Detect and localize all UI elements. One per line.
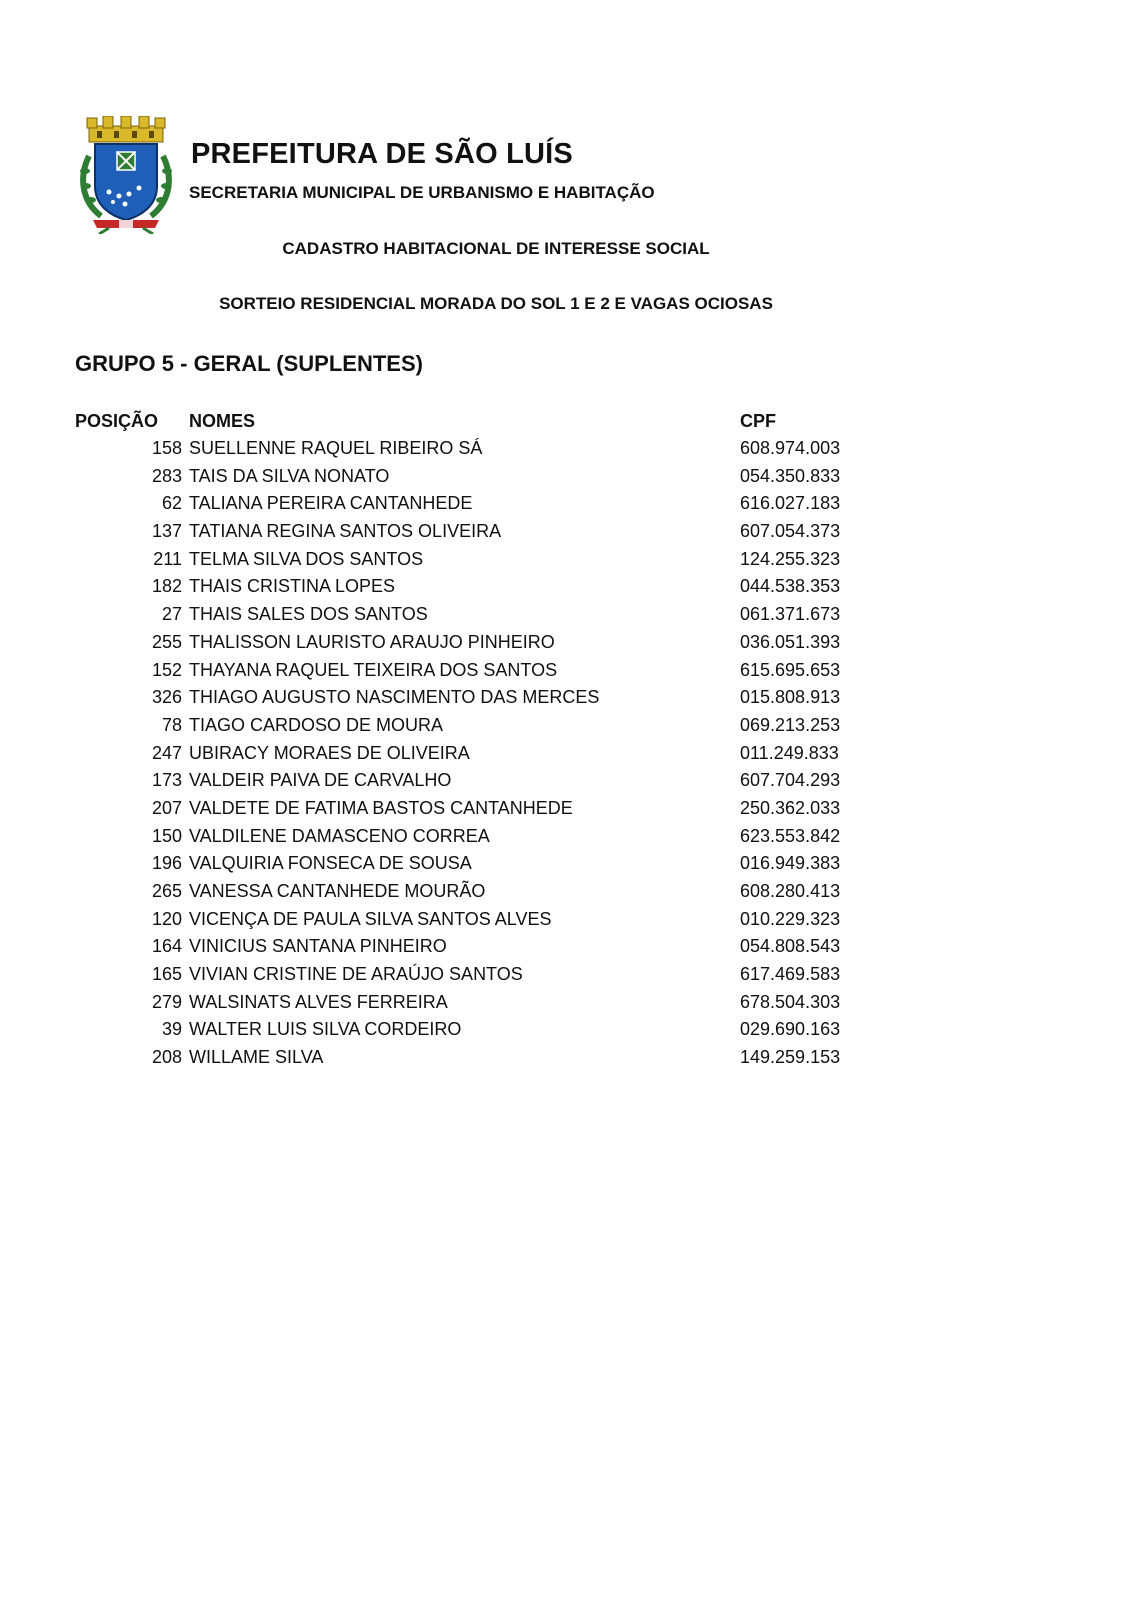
row-cpf: 250.362.033 [740,797,841,818]
row-position: 207 [151,797,182,818]
table-row [0,520,1131,548]
row-cpf: 061.371.673 [740,604,841,625]
row-cpf: 608.280.413 [740,881,841,901]
org-title: PREFEITURA DE SÃO LUÍS [191,138,573,170]
row-position: 255 [151,631,182,652]
table-row [0,991,1131,1019]
row-cpf: 617.469.583 [740,964,841,985]
row-cpf: 124.255.323 [740,548,841,569]
row-name: TIAGO CARDOSO DE MOURA [189,714,444,735]
document-title: CADASTRO HABITACIONAL DE INTERESSE SOCIAL [282,239,710,258]
row-position: 208 [151,1047,182,1068]
group-heading: GRUPO 5 - GERAL (SUPLENTES) [75,351,423,376]
table-row [0,742,1131,770]
row-position: 211 [153,548,182,569]
row-cpf: 016.949.383 [740,853,841,874]
row-name: TAIS DA SILVA NONATO [189,465,390,486]
row-name: TATIANA REGINA SANTOS OLIVEIRA [189,521,502,542]
row-position: 279 [151,991,182,1012]
row-name: UBIRACY MORAES DE OLIVEIRA [189,742,470,763]
row-name: VICENÇA DE PAULA SILVA SANTOS ALVES [189,908,552,929]
row-position: 182 [151,576,182,597]
table-row [0,603,1131,631]
row-cpf: 623.553.842 [740,825,841,846]
table-row [0,659,1131,687]
row-name: VINICIUS SANTANA PINHEIRO [189,936,447,957]
header-cpf: CPF [740,411,776,431]
table-row [0,880,1131,908]
row-position: 39 [161,1019,182,1040]
row-position: 173 [151,770,182,791]
row-position: 150 [151,825,182,846]
row-cpf: 010.229.323 [740,908,841,929]
row-cpf: 607.704.293 [740,770,841,791]
row-position: 326 [151,687,182,708]
header-position: POSIÇÃO [75,411,159,431]
row-position: 137 [151,521,182,542]
results-table [0,410,1131,1074]
row-name: VALQUIRIA FONSECA DE SOUSA [189,853,472,874]
table-row [0,852,1131,880]
row-cpf: 054.350.833 [740,465,841,486]
row-name: WALTER LUIS SILVA CORDEIRO [189,1019,462,1040]
table-row [0,437,1131,465]
row-cpf: 015.808.913 [740,687,841,708]
org-subtitle: SECRETARIA MUNICIPAL DE URBANISMO E HABITAÇÃO [189,183,655,202]
row-cpf: 054.808.543 [740,936,841,957]
table-row [0,797,1131,825]
row-position: 78 [161,714,182,735]
row-cpf: 149.259.153 [740,1047,841,1068]
table-row [0,908,1131,936]
row-position: 120 [151,908,182,929]
row-name: VALDEIR PAIVA DE CARVALHO [189,770,452,791]
table-row [0,935,1131,963]
table-row [0,575,1131,603]
row-cpf: 608.974.003 [740,438,841,458]
table-row [0,714,1131,742]
coat-of-arms-icon [79,116,173,234]
row-position: 196 [151,853,182,874]
row-name: SUELLENNE RAQUEL RIBEIRO SÁ [189,438,483,458]
row-position: 247 [151,742,182,763]
row-name: THALISSON LAURISTO ARAUJO PINHEIRO [189,631,555,652]
row-name: VANESSA CANTANHEDE MOURÃO [189,881,486,901]
row-cpf: 011.249.833 [740,742,839,763]
row-name: VALDETE DE FATIMA BASTOS CANTANHEDE [189,797,573,818]
table-row [0,631,1131,659]
row-name: TALIANA PEREIRA CANTANHEDE [189,493,473,514]
table-row [0,1046,1131,1074]
row-cpf: 044.538.353 [740,576,841,597]
table-header [0,410,1131,437]
row-cpf: 029.690.163 [740,1019,841,1040]
row-cpf: 616.027.183 [740,493,841,514]
row-name: VIVIAN CRISTINE DE ARAÚJO SANTOS [189,964,523,985]
row-cpf: 036.051.393 [740,631,841,652]
row-position: 165 [151,964,182,985]
row-name: THIAGO AUGUSTO NASCIMENTO DAS MERCES [189,687,600,708]
table-row [0,548,1131,576]
table-row [0,963,1131,991]
document-subtitle: SORTEIO RESIDENCIAL MORADA DO SOL 1 E 2 E VAGAS OCIOSAS [219,294,773,313]
row-position: 164 [151,936,182,957]
table-row [0,769,1131,797]
row-name: THAIS SALES DOS SANTOS [189,604,428,625]
row-name: VALDILENE DAMASCENO CORREA [189,825,490,846]
row-cpf: 615.695.653 [740,659,841,680]
row-name: THAYANA RAQUEL TEIXEIRA DOS SANTOS [189,659,558,680]
row-cpf: 069.213.253 [740,714,841,735]
table-row [0,1018,1131,1046]
row-name: WILLAME SILVA [189,1047,324,1068]
table-row [0,686,1131,714]
table-row [0,492,1131,520]
header-names: NOMES [189,411,256,431]
row-cpf: 607.054.373 [740,521,841,542]
row-position: 152 [151,659,182,680]
row-name: THAIS CRISTINA LOPES [189,576,396,597]
table-row [0,825,1131,853]
row-cpf: 678.504.303 [740,991,841,1012]
row-position: 283 [151,465,182,486]
row-position: 158 [151,438,182,458]
row-position: 27 [161,604,182,625]
row-position: 62 [161,493,182,514]
row-name: WALSINATS ALVES FERREIRA [189,991,448,1012]
table-row [0,465,1131,493]
row-name: TELMA SILVA DOS SANTOS [189,548,424,569]
row-position: 265 [151,881,182,901]
